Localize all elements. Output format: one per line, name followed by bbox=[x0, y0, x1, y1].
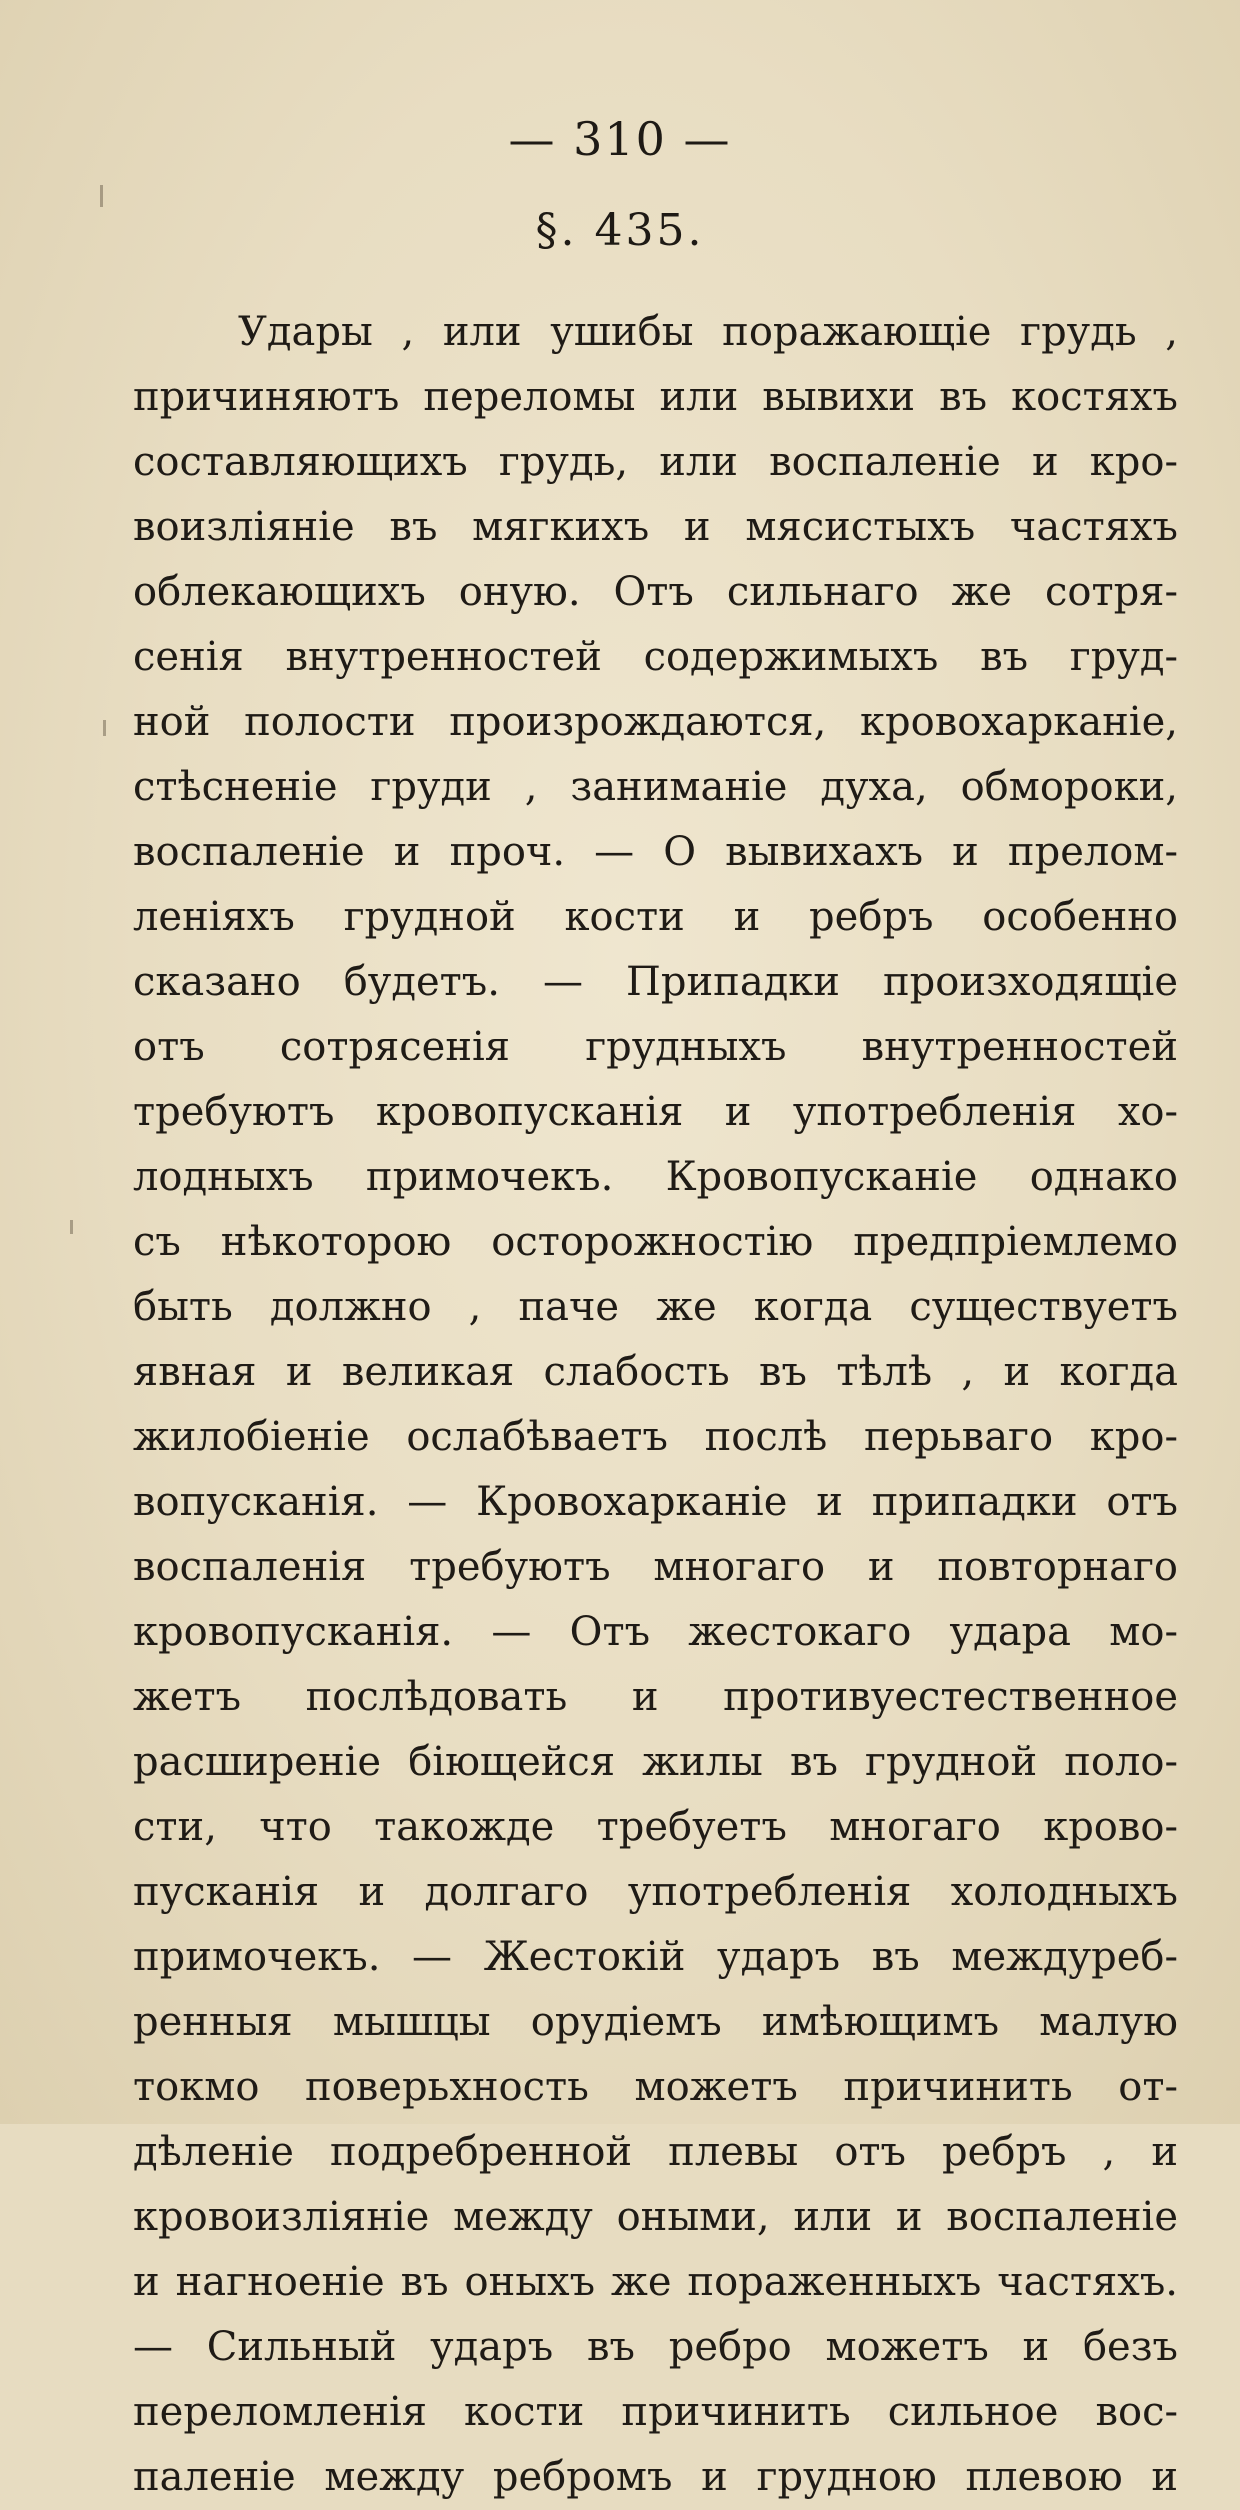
text-line: ной полости произрождаются, кровохарканіе, bbox=[133, 699, 1178, 745]
text-line: сти, что такожде требуетъ многаго крово- bbox=[133, 1804, 1178, 1850]
text-line: вопусканія. — Кровохарканіе и припадки отъ bbox=[133, 1479, 1178, 1525]
text-line: расширеніе біющейся жилы въ грудной поло- bbox=[133, 1739, 1178, 1785]
section-heading: §. 435. bbox=[535, 205, 705, 256]
text-line: паленіе между ребромъ и грудною плевою и bbox=[133, 2454, 1178, 2500]
text-line: Удары , или ушибы поражающіе грудь , bbox=[238, 309, 1178, 355]
text-line: жилобіеніе ослабѣваетъ послѣ перьваго кро- bbox=[133, 1414, 1178, 1460]
text-line: требуютъ кровопусканія и употребленія хо- bbox=[133, 1089, 1178, 1135]
text-line: сенія внутренностей содержимыхъ въ груд- bbox=[133, 634, 1178, 680]
text-line: стѣсненіе груди , заниманіе духа, обмороки, bbox=[133, 764, 1178, 810]
text-line: причиняютъ переломы или вывихи въ костяхъ bbox=[133, 374, 1178, 420]
page-number: — 310 — bbox=[508, 112, 732, 166]
text-line: и нагноеніе въ оныхъ же пораженныхъ частяхъ. bbox=[133, 2259, 1178, 2305]
margin-mark bbox=[100, 185, 103, 207]
text-line: дѣленіе подребренной плевы отъ ребръ , и bbox=[133, 2129, 1178, 2175]
margin-mark bbox=[103, 720, 106, 736]
text-line: облекающихъ оную. Отъ сильнаго же сотря- bbox=[133, 569, 1178, 615]
text-line: леніяхъ грудной кости и ребръ особенно bbox=[133, 894, 1178, 940]
text-line: быть должно , паче же когда существуетъ bbox=[133, 1284, 1178, 1330]
text-line: воспаленіе и проч. — О вывихахъ и прелом- bbox=[133, 829, 1178, 875]
text-line: воизліяніе въ мягкихъ и мясистыхъ частяхъ bbox=[133, 504, 1178, 550]
text-line: кровопусканія. — Отъ жестокаго удара мо- bbox=[133, 1609, 1178, 1655]
text-line: съ нѣкоторою осторожностію предпріемлемо bbox=[133, 1219, 1178, 1265]
text-line: — Сильный ударъ въ ребро можетъ и безъ bbox=[133, 2324, 1178, 2370]
text-line: явная и великая слабость въ тѣлѣ , и когда bbox=[133, 1349, 1178, 1395]
text-line: сказано будетъ. — Припадки произходящіе bbox=[133, 959, 1178, 1005]
text-line: ренныя мышцы орудіемъ имѣющимъ малую bbox=[133, 1999, 1178, 2045]
margin-mark bbox=[70, 1220, 73, 1234]
text-line: воспаленія требуютъ многаго и повторнаго bbox=[133, 1544, 1178, 1590]
body-text bbox=[133, 300, 1178, 2510]
text-line: составляющихъ грудь, или воспаленіе и кро- bbox=[133, 439, 1178, 485]
text-line: жетъ послѣдовать и противуестественное bbox=[133, 1674, 1178, 1720]
text-line: лодныхъ примочекъ. Кровопусканіе однако bbox=[133, 1154, 1178, 1200]
text-line: отъ сотрясенія грудныхъ внутренностей bbox=[133, 1024, 1178, 1070]
text-line: переломленія кости причинить сильное вос- bbox=[133, 2389, 1178, 2435]
text-line: токмо поверьхность можетъ причинить от- bbox=[133, 2064, 1178, 2110]
text-line: кровоизліяніе между оными, или и воспаленіе bbox=[133, 2194, 1178, 2240]
text-line: пусканія и долгаго употребленія холодныхъ bbox=[133, 1869, 1178, 1915]
text-line: примочекъ. — Жестокій ударъ въ междуреб- bbox=[133, 1934, 1178, 1980]
